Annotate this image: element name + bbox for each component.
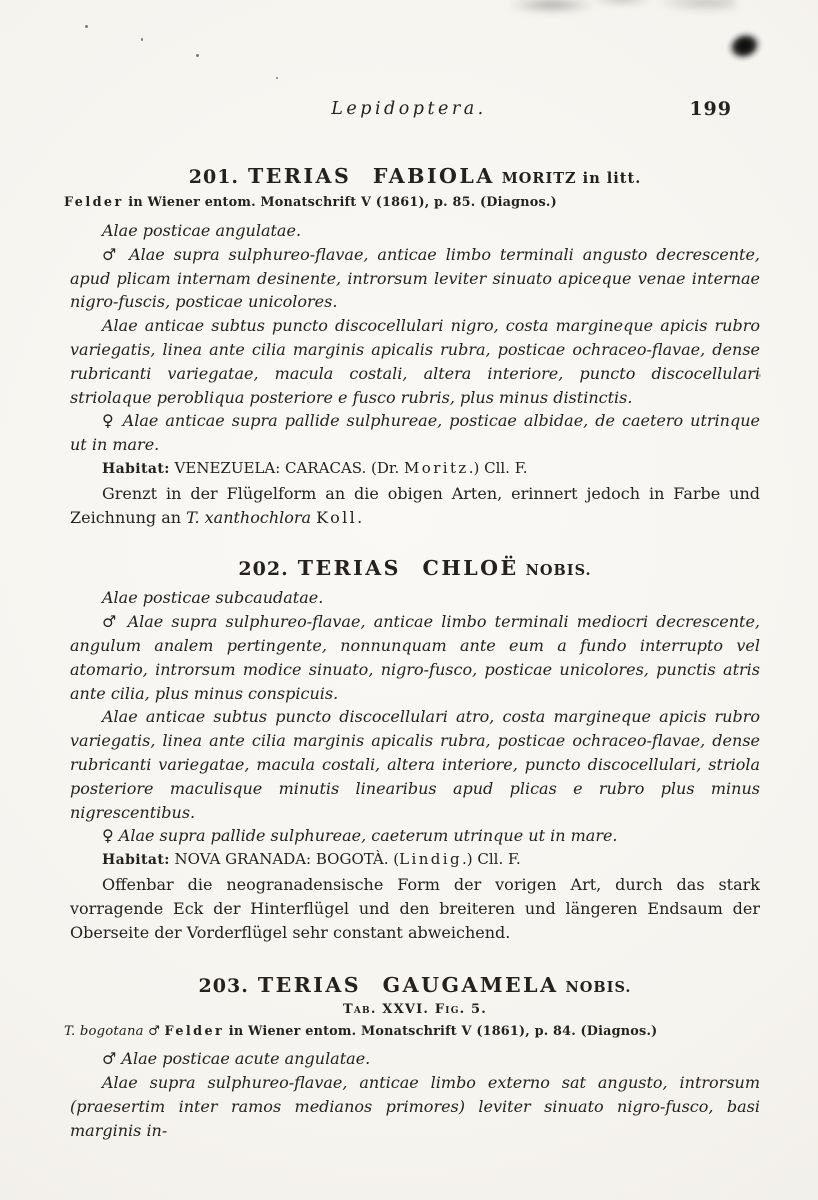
page-header	[0, 99, 818, 125]
citation-text: in Wiener entom. Monatschrift V (1861), p. 85. (Diagnos.)	[123, 195, 557, 210]
species-authority: NOBIS.	[525, 562, 592, 580]
diagnosis-paragraph: ♀ Alae supra pallide sulphureae, caeterum utrinque ut in mare.	[102, 826, 618, 846]
diagnosis-paragraph: Alae posticae subcaudatae.	[102, 588, 324, 608]
species-name: TERIAS CHLOË	[297, 556, 519, 581]
diagnosis-paragraph: ♂ Alae supra sulphureo-flavae, anticae limbo terminali angusto decrescente, apud plicam internam desinente, introrsum leviter sinuato apiceque venae internae nigro-fuscis, posticae unicolores.	[70, 244, 760, 312]
species-entry-202	[70, 552, 760, 944]
cited-author: Felder	[64, 195, 124, 210]
cited-author: Felder	[164, 1024, 225, 1040]
collector-name: Moritz	[404, 458, 469, 477]
scan-smudge	[500, 0, 735, 16]
running-title: Lepidoptera.	[331, 99, 487, 119]
diagnosis-paragraph: ♀ Alae anticae supra pallide sulphureae, posticae albidae, de caetero utrinque ut in mare.	[70, 411, 760, 455]
compared-species: T. xanthochlora	[186, 507, 312, 527]
reference-citation	[64, 194, 760, 212]
species-name: TERIAS GAUGAMELA	[257, 973, 559, 998]
paper-speck	[85, 25, 88, 28]
page-number: 199	[689, 98, 732, 120]
habitat-line	[70, 848, 760, 873]
habitat-line	[70, 457, 760, 482]
ink-blot	[722, 26, 766, 66]
plate-reference: Tab. XXVI. Fig. 5.	[342, 1002, 488, 1018]
species-heading	[70, 969, 760, 998]
citation-text: in Wiener entom. Monatschrift V (1861), p. 84. (Diagnos.)	[224, 1024, 658, 1040]
diagnosis-paragraph: Alae posticae angulatae.	[102, 221, 302, 240]
diagnosis-paragraph: ♂ Alae posticae acute angulatae.	[102, 1049, 371, 1069]
diagnosis-paragraph: Alae anticae subtus puncto discocellulari atro, costa margineque apicis rubro variegatis, linea ante cilia marginis apicalis rubra, posticae ochraceo-flavae, dense rubricanti variegatae, macula costali, altera interiore, puncto discocellulari, striola posteriore maculisque minutis linearibus apud plicas e rubro plus minus nigrescentibus.	[70, 707, 760, 822]
habitat-label: Habitat:	[102, 852, 170, 869]
paper-speck	[141, 38, 143, 41]
remark-paragraph	[70, 873, 760, 944]
synonym-citation	[64, 1023, 760, 1041]
remark-paragraph	[70, 482, 760, 530]
compared-author: Koll	[316, 507, 358, 527]
paper-speck	[276, 77, 278, 79]
diagnosis-paragraph: Alae supra sulphureo-flavae, anticae limbo externo sat angusto, introrsum (praesertim inter ramos medianos primores) leviter sinuato nigro-fusco, basi marginis in-	[70, 1073, 760, 1140]
species-entry-203	[64, 969, 760, 1142]
synonym-species: T. bogotana ♂	[64, 1024, 165, 1040]
species-name: TERIAS FABIOLA	[248, 164, 495, 188]
diagnosis-paragraph: ♂ Alae supra sulphureo-flavae, anticae limbo terminali mediocri decrescente, angulum analem pertingente, nonnunquam ante eum a fundo interrupto vel atomario, introrsum modice sinuato, nigro-fusco, posticae unicolores, punctis atris ante cilia, plus minus conspicuis.	[70, 612, 760, 703]
remark-text: Grenzt in der Flügelform an die obigen Arten, erinnert jedoch in Farbe und Zeichnung an	[70, 483, 760, 527]
habitat-locality: NOVA GRANADA: BOGOTÀ. (	[169, 850, 400, 869]
species-number: 201.	[188, 166, 240, 188]
habitat-locality: VENEZUELA: CARACAS. (Dr.	[169, 458, 404, 477]
species-authority: NOBIS.	[565, 979, 632, 997]
species-heading	[70, 552, 760, 581]
collector-name: Lindig	[399, 850, 462, 869]
page-content	[64, 160, 760, 1143]
species-entry-201	[64, 160, 760, 529]
diagnosis-paragraph: Alae anticae subtus puncto discocellulari nigro, costa margineque apicis rubro variegatis, linea ante cilia marginis apicalis rubra, posticae ochraceo-flavae, dense rubricanti variegatae, macula costali, altera interiore, puncto discocellulari striolaque perobliqua posteriore e fusco rubris, plus minus distinctis.	[70, 316, 760, 407]
habitat-suffix: .) Cll. F.	[468, 458, 528, 477]
remark-text: .	[357, 507, 363, 527]
species-number: 203.	[198, 975, 249, 998]
species-heading	[70, 160, 760, 189]
habitat-suffix: .) Cll. F.	[461, 850, 521, 869]
species-number: 202.	[238, 558, 289, 581]
habitat-label: Habitat:	[102, 460, 170, 477]
remark-text: Offenbar die neogranadensische Form der vorigen Art, durch das stark vorragende Eck der Hinterflügel und den breiteren und längeren Endsaum der Oberseite der Vorderflügel sehr constant abweichend.	[70, 874, 760, 942]
paper-speck	[196, 54, 199, 57]
species-authority: MORITZ in litt.	[501, 170, 642, 187]
